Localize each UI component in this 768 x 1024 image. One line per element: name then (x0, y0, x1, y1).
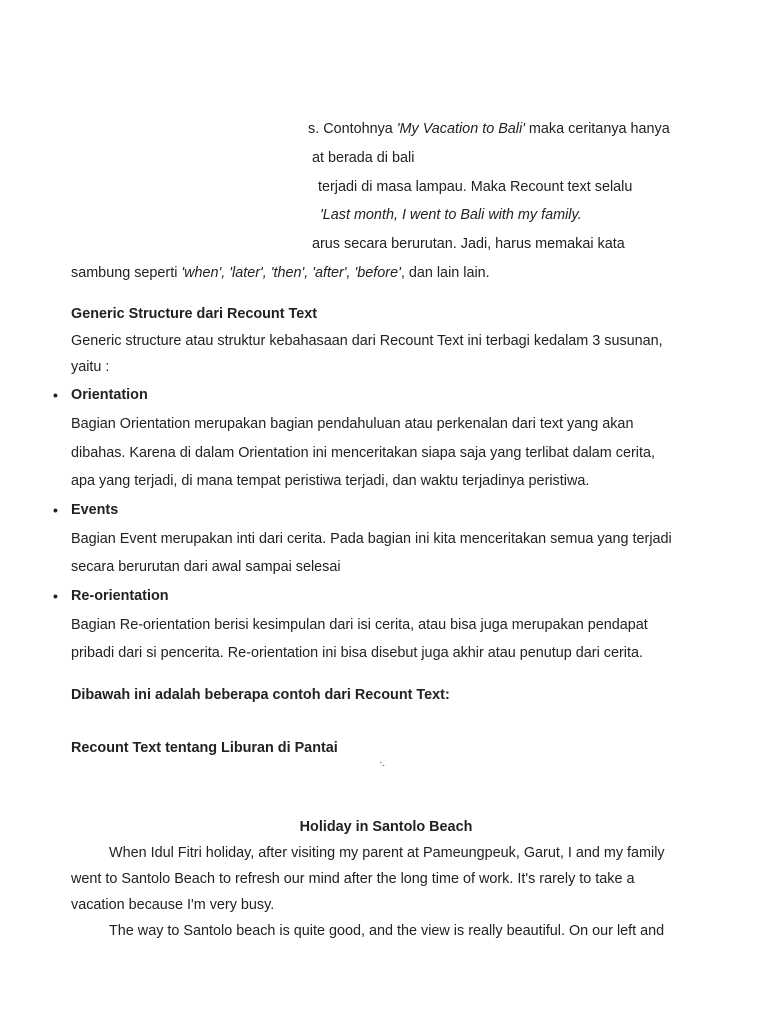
events-line-1: Bagian Event merupakan inti dari cerita. Pada bagian ini kita menceritakan semua yang terjadi (71, 531, 672, 547)
story-title: Holiday in Santolo Beach (299, 819, 473, 835)
events-line-2: secara berurutan dari awal sampai selesai (71, 559, 341, 575)
obscuring-overlay (60, 100, 308, 260)
intro-line-1: s. Contohnya 'My Vacation to Bali' maka ceritanya hanya (308, 121, 670, 137)
examples-heading: Dibawah ini adalah beberapa contoh dari Recount Text: (71, 687, 450, 703)
stray-mark: '- (380, 760, 385, 770)
list-item-reorientation: • Re-orientation (53, 588, 169, 604)
orientation-line-2: dibahas. Karena di dalam Orientation ini menceritakan siapa saja yang terlibat dalam cerita, (71, 445, 655, 461)
bullet-icon: • (53, 588, 58, 604)
list-item-orientation: • Orientation (53, 387, 148, 403)
generic-p2: yaitu : (71, 359, 110, 375)
intro-line-3: terjadi di masa lampau. Maka Recount text selalu (318, 179, 633, 195)
example1-heading: Recount Text tentang Liburan di Pantai (71, 740, 338, 756)
reorientation-line-1: Bagian Re-orientation berisi kesimpulan dari isi cerita, atau bisa juga merupakan pendapat (71, 617, 648, 633)
intro-line-4: 'Last month, I went to Bali with my family. (320, 207, 582, 223)
story-p1-line-2: went to Santolo Beach to refresh our mind after the long time of work. It's rarely to take a (71, 871, 635, 887)
generic-p1: Generic structure atau struktur kebahasaan dari Recount Text ini terbagi kedalam 3 susunan, (71, 333, 663, 349)
story-p2-line-1: The way to Santolo beach is quite good, and the view is really beautiful. On our left and (109, 923, 665, 939)
story-p1-line-1: When Idul Fitri holiday, after visiting my parent at Pameungpeuk, Garut, I and my family (109, 845, 665, 861)
list-item-events: • Events (53, 502, 119, 518)
reorientation-line-2: pribadi dari si pencerita. Re-orientation ini bisa disebut juga akhir atau penutup dari cerita. (71, 645, 643, 661)
story-p1-line-3: vacation because I'm very busy. (71, 897, 275, 913)
intro-line-2: at berada di bali (312, 150, 415, 166)
intro-line-5: arus secara berurutan. Jadi, harus memakai kata (312, 236, 625, 252)
bullet-icon: • (53, 387, 58, 403)
intro-line-6: sambung seperti 'when', 'later', 'then', 'after', 'before', dan lain lain. (71, 265, 490, 281)
bullet-icon: • (53, 502, 58, 518)
generic-heading: Generic Structure dari Recount Text (71, 306, 318, 322)
orientation-line-1: Bagian Orientation merupakan bagian pendahuluan atau perkenalan dari text yang akan (71, 416, 634, 432)
orientation-line-3: apa yang terjadi, di mana tempat peristiwa terjadi, dan waktu terjadinya peristiwa. (71, 473, 590, 489)
